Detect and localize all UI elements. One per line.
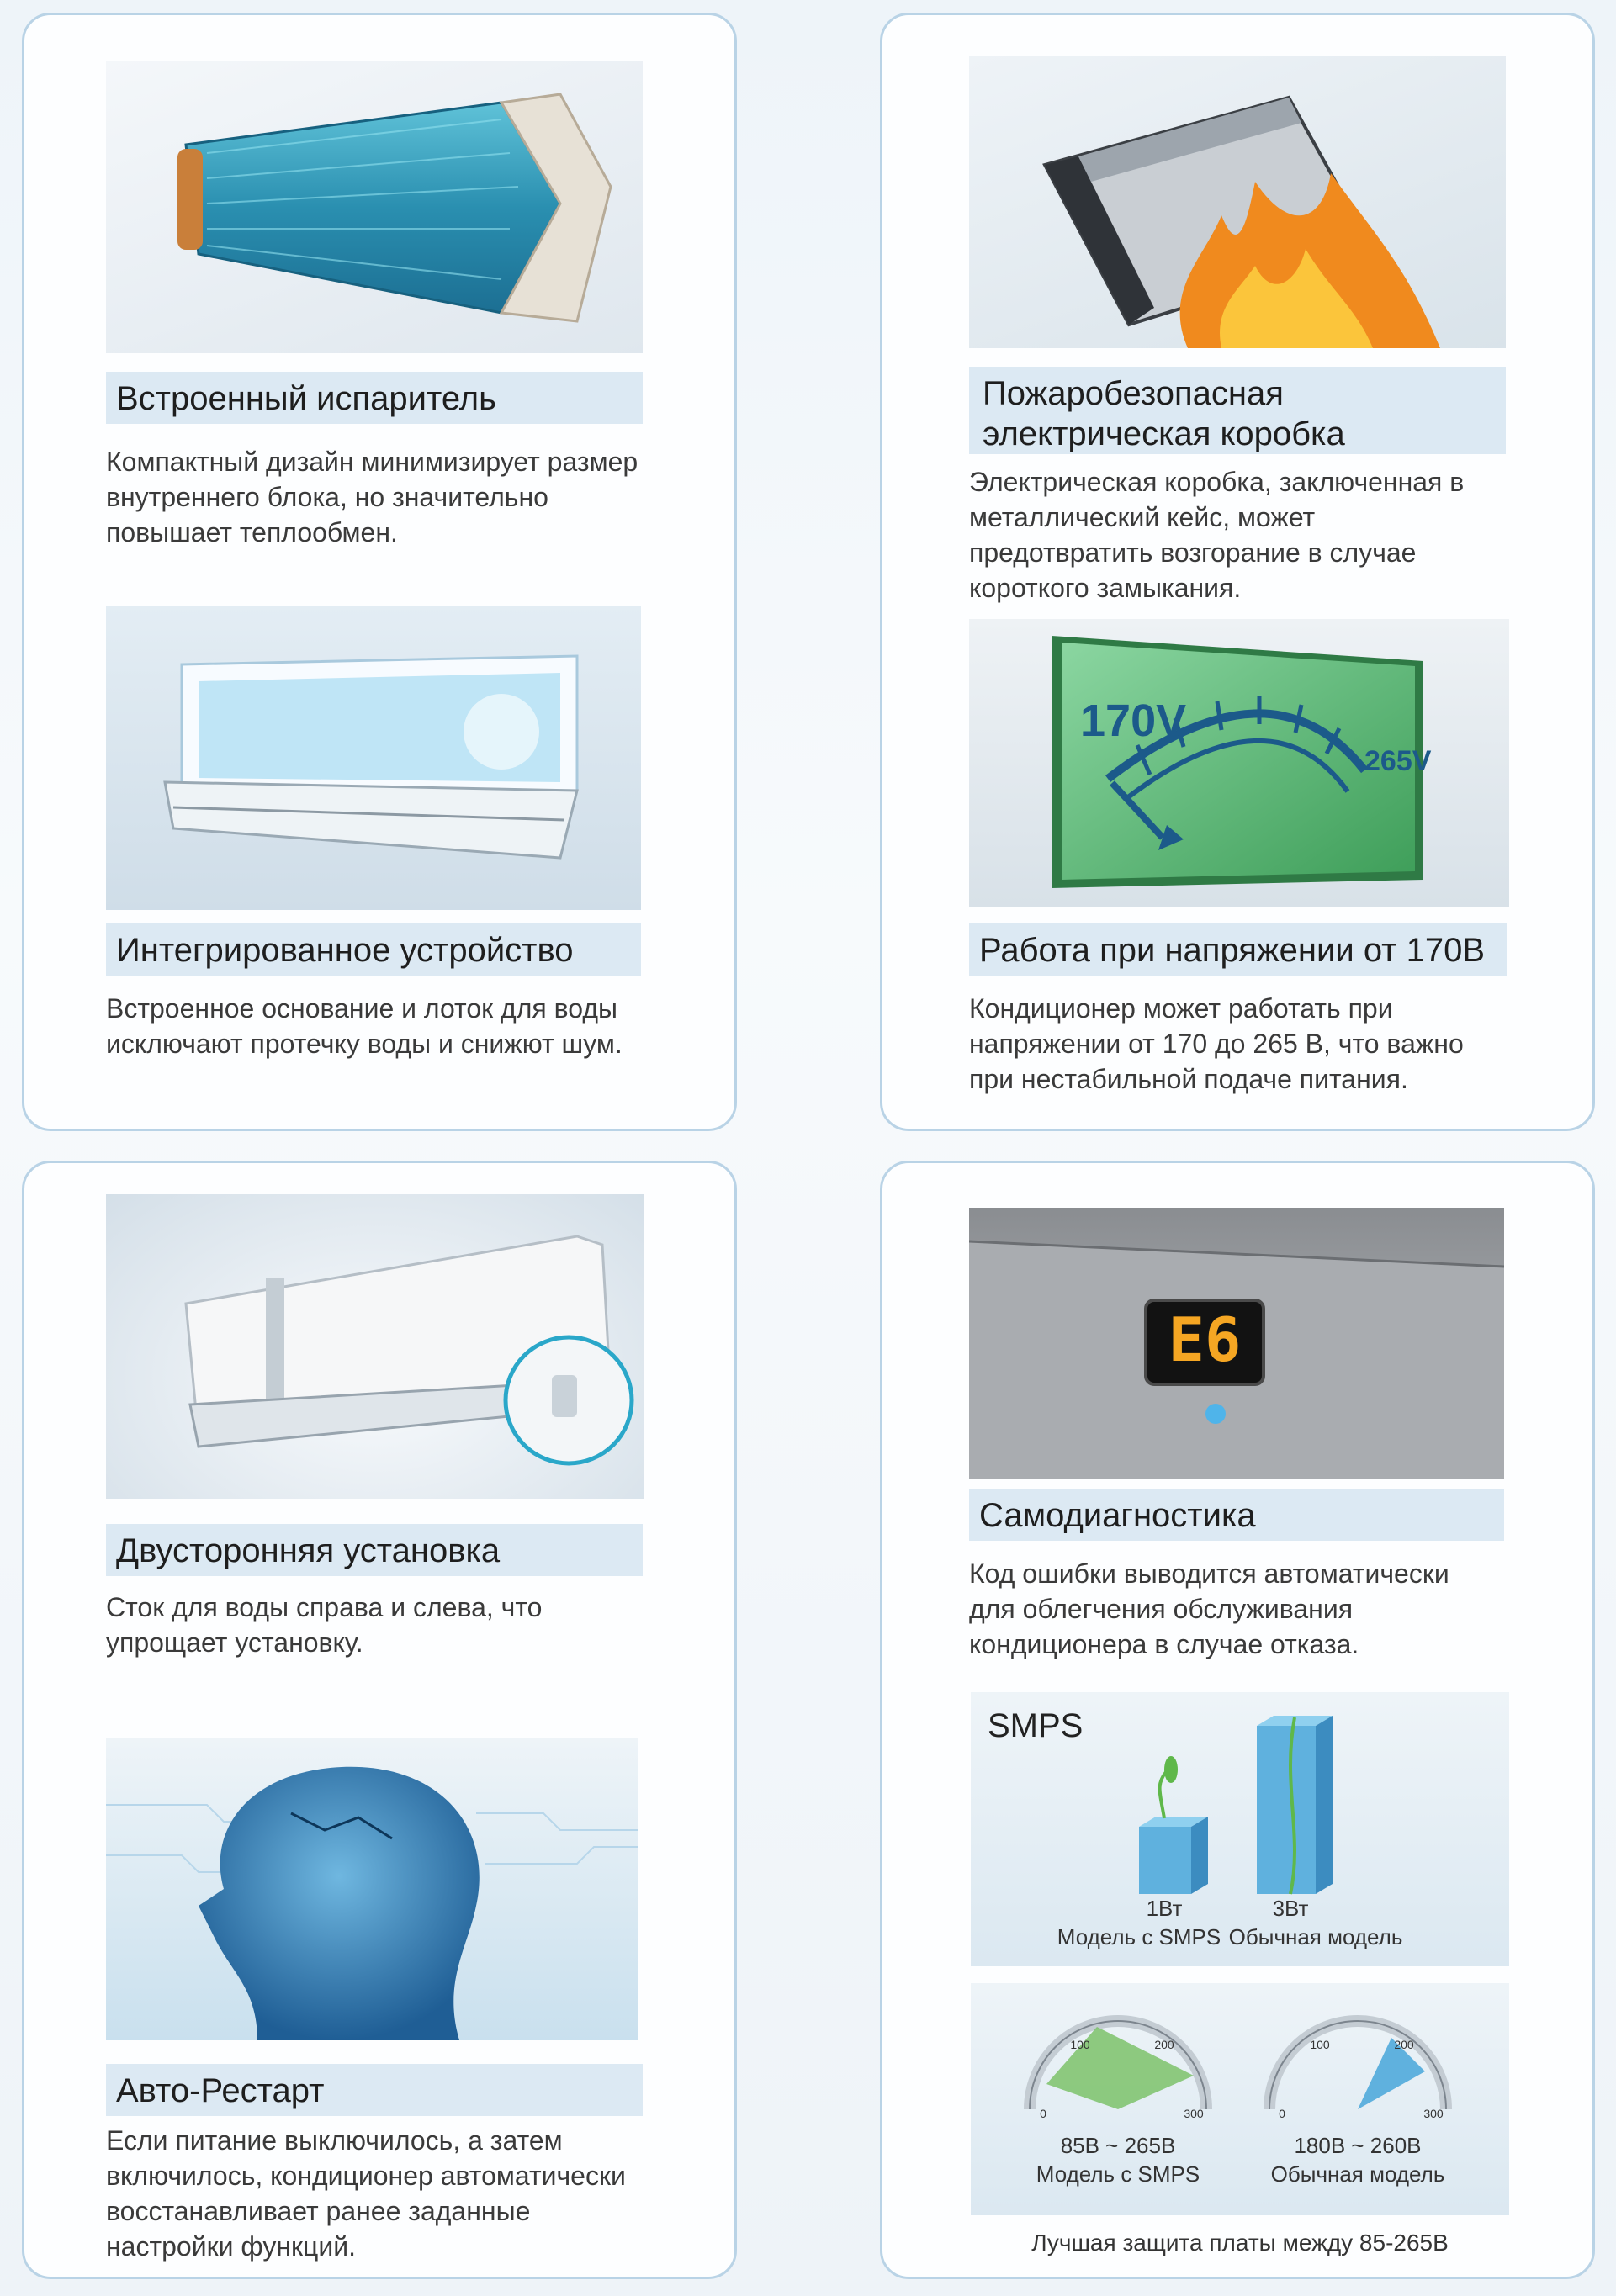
voltage-high-label: 265V	[1364, 745, 1432, 777]
diagnostics-image	[969, 1208, 1504, 1479]
smps-power-image	[971, 1692, 1509, 1966]
diagnostics-title: Самодиагностика	[969, 1489, 1504, 1541]
diagnostics-desc: Код ошибки выводится автоматически для облегчения обслуживания кондиционера в случае отказа.	[969, 1558, 1449, 1659]
firebox-title: Пожаробезопасная электрическая коробка	[969, 367, 1506, 454]
gauge2-tick-300: 300	[1423, 2107, 1444, 2120]
smps-range-value: 85В ~ 265В	[1060, 2133, 1176, 2158]
normal-power-label: Обычная модель	[1228, 1924, 1403, 1949]
autorestart-desc: Если питание выключилось, а затем включилось, кондиционер автоматически восстанавливает ранее заданные настройки функций.	[106, 2125, 626, 2262]
smps-gauge-image	[971, 1983, 1509, 2215]
twoside-image	[106, 1194, 644, 1499]
smps-caption: Лучшая защита платы между 85-265В	[1031, 2230, 1449, 2256]
twoside-desc: Сток для воды справа и слева, что упрощает установку.	[106, 1592, 543, 1658]
autorestart-title: Авто-Рестарт	[106, 2064, 643, 2116]
evaporator-title: Встроенный испаритель	[106, 372, 643, 424]
autorestart-image	[106, 1738, 638, 2040]
smps-power-label: Модель с SMPS	[1057, 1924, 1221, 1949]
gauge1-tick-300: 300	[1184, 2107, 1204, 2120]
error-code-display: E6	[1168, 1304, 1242, 1375]
voltage-low-label: 170V	[1080, 696, 1187, 746]
normal-range-label: Обычная модель	[1270, 2161, 1445, 2187]
smps-range-label: Модель с SMPS	[1036, 2161, 1200, 2187]
gauge1-tick-100: 100	[1070, 2038, 1090, 2051]
smps-title: SMPS	[988, 1707, 1084, 1744]
twoside-title: Двусторонняя установка	[106, 1524, 643, 1576]
gauge1-tick-200: 200	[1154, 2038, 1174, 2051]
voltage-desc: Кондиционер может работать при напряжении от 170 до 265 В, что важно при нестабильной подаче питания.	[969, 993, 1464, 1094]
firebox-desc: Электрическая коробка, заключенная в металлический кейс, может предотвратить возгорание в случае короткого замыкания.	[969, 467, 1465, 603]
evaporator-image	[106, 61, 643, 353]
gauge2-tick-100: 100	[1310, 2038, 1330, 2051]
smps-power-value: 1Вт	[1146, 1896, 1183, 1921]
normal-range-value: 180В ~ 260В	[1294, 2133, 1422, 2158]
integrated-desc: Встроенное основание и лоток для воды исключают протечку воды и снижют шум.	[106, 993, 623, 1059]
gauge2-tick-200: 200	[1394, 2038, 1414, 2051]
voltage-image	[969, 619, 1509, 907]
integrated-image	[106, 606, 641, 910]
evaporator-desc: Компактный дизайн минимизирует размер внутреннего блока, но значительно повышает теплообмен.	[106, 447, 638, 548]
voltage-title: Работа при напряжении от 170В	[969, 923, 1507, 976]
firebox-image	[969, 56, 1506, 348]
gauge2-tick-0: 0	[1279, 2107, 1285, 2120]
gauge1-tick-0: 0	[1040, 2107, 1046, 2120]
integrated-title: Интегрированное устройство	[106, 923, 641, 976]
normal-power-value: 3Вт	[1272, 1896, 1309, 1921]
